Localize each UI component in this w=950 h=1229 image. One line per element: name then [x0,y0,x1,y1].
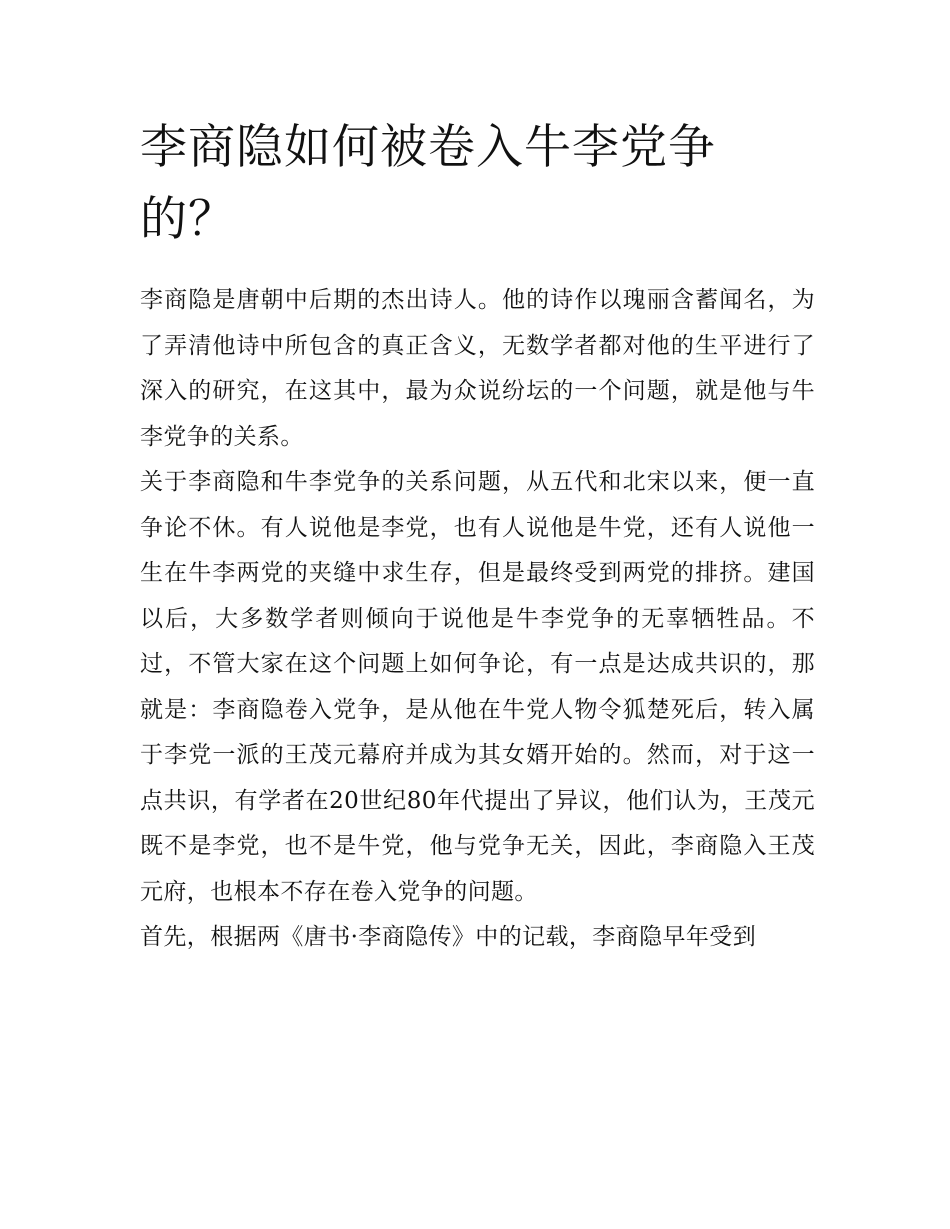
document-title: 李商隐如何被卷入牛李党争的？ [140,120,716,247]
document-body [140,278,815,961]
paragraph-3: 首先，根据两《唐书·李商隐传》中的记载，李商隐早年受到 [140,924,757,950]
paragraph-2: 关于李商隐和牛李党争的关系问题，从五代和北宋以来，便一直争论不休。有人说他是李党，也有人说他是牛党，还有人说他一生在牛李两党的夹缝中求生存，但是最终受到两党的排挤。建国以后，大多数学者则倾向于说他是牛李党争的无辜牺牲品。不过，不管大家在这个问题上如何争论，有一点是达成共识的，那就是：李商隐卷入党争，是从他在牛党人物令狐楚死后，转入属于李党一派的王茂元幕府并成为其女婿开始的。然而，对于这一点共识，有学者在20世纪80年代提出了异议，他们认为，王茂元既不是李党，也不是牛党，他与党争无关，因此，李商隐入王茂元府，也根本不存在卷入党争的问题。 [140,469,815,905]
paragraph-1: 李商隐是唐朝中后期的杰出诗人。他的诗作以瑰丽含蓄闻名，为了弄清他诗中所包含的真正含义，无数学者都对他的生平进行了深入的研究，在这其中，最为众说纷坛的一个问题，就是他与牛李党争的关系。 [140,287,815,450]
